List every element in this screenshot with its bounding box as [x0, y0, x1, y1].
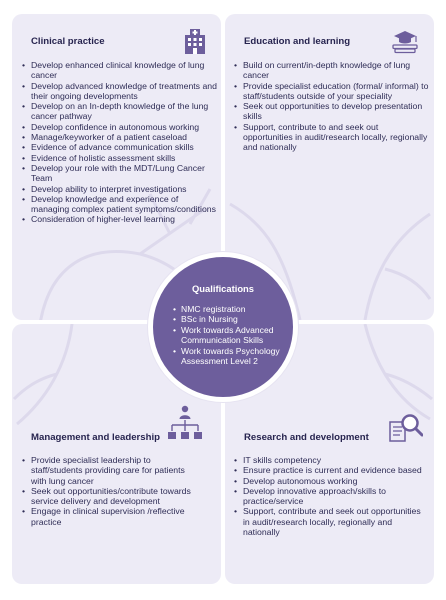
- graduation-cap-on-books-icon: [390, 28, 420, 54]
- education-learning-item: • Support, contribute to and seek out opportunities in audit/research locally, regionally and nationally: [234, 122, 429, 153]
- clinical-practice-item: • Manage/keyworker of a patient caseload: [22, 132, 217, 142]
- qualifications-circle: [148, 252, 298, 402]
- clinical-practice-list: [22, 60, 217, 225]
- management-leadership-item: • Seek out opportunities/contribute towards service delivery and development: [22, 486, 197, 507]
- clinical-practice-item: • Develop your role with the MDT/Lung Cancer Team: [22, 163, 217, 184]
- education-learning-title: Education and learning: [244, 36, 351, 47]
- qualification-item: • Work towards Advanced Communication Skills: [173, 325, 285, 346]
- qualifications-list: [173, 304, 285, 366]
- clinical-practice-item: • Develop confidence in autonomous working: [22, 122, 217, 132]
- research-development-list: [234, 455, 424, 537]
- magnifier-document-icon: [389, 413, 423, 443]
- qualification-item: • NMC registration: [173, 304, 285, 314]
- clinical-practice-item: • Develop on an In-depth knowledge of the lung cancer pathway: [22, 101, 217, 122]
- management-leadership-item: • Provide specialist leadership to staff/students providing care for patients with lung cancer: [22, 455, 197, 486]
- education-learning-item: • Seek out opportunities to develop presentation skills: [234, 101, 429, 122]
- clinical-practice-title: Clinical practice: [31, 36, 105, 47]
- clinical-practice-item: • Develop knowledge and experience of managing complex patient symptoms/conditions: [22, 194, 217, 215]
- education-learning-list: [234, 60, 429, 153]
- education-learning-item: • Build on current/in-depth knowledge of lung cancer: [234, 60, 429, 81]
- clinical-practice-item: • Evidence of holistic assessment skills: [22, 153, 217, 163]
- hospital-building-icon: [183, 27, 207, 55]
- education-learning-item: • Provide specialist education (formal/ informal) to staff/students outside of your speciality: [234, 81, 429, 102]
- research-development-item: • IT skills competency: [234, 455, 424, 465]
- clinical-practice-item: • Develop ability to interpret investigations: [22, 184, 217, 194]
- qualification-item: • Work towards Psychology Assessment Level 2: [173, 346, 285, 367]
- management-leadership-list: [22, 455, 197, 527]
- research-development-item: • Develop innovative approach/skills to practice/service: [234, 486, 424, 507]
- clinical-practice-item: • Develop advanced knowledge of treatments and their ongoing developments: [22, 81, 217, 102]
- qualification-item: • BSc in Nursing: [173, 314, 285, 324]
- qualifications-title: Qualifications: [192, 283, 254, 294]
- management-leadership-item: • Engage in clinical supervision /reflective practice: [22, 506, 197, 527]
- clinical-practice-item: • Consideration of higher-level learning: [22, 214, 217, 224]
- research-development-title: Research and development: [244, 432, 369, 443]
- org-chart-icon: [166, 404, 204, 442]
- clinical-practice-item: • Develop enhanced clinical knowledge of lung cancer: [22, 60, 217, 81]
- research-development-item: • Develop autonomous working: [234, 476, 424, 486]
- management-leadership-title: Management and leadership: [31, 432, 161, 443]
- research-development-item: • Ensure practice is current and evidence based: [234, 465, 424, 475]
- research-development-item: • Support, contribute and seek out opportunities in audit/research locally, regionally and nationally: [234, 506, 424, 537]
- clinical-practice-item: • Evidence of advance communication skills: [22, 142, 217, 152]
